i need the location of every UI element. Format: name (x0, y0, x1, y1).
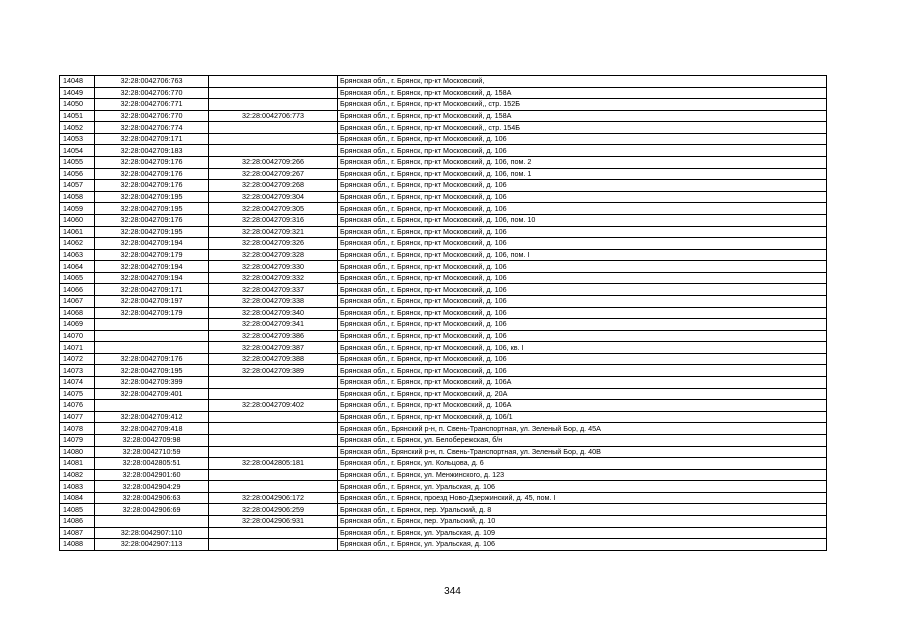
row-number-cell: 14048 (60, 76, 95, 88)
related-cadastral-number-cell: 32:28:0042709:337 (209, 284, 338, 296)
row-number-cell: 14071 (60, 342, 95, 354)
cadastral-number-cell: 32:28:0042710:59 (95, 446, 209, 458)
address-cell: Брянская обл., г. Брянск, пр-кт Московский, д. 106 (338, 145, 827, 157)
related-cadastral-number-cell: 32:28:0042709:266 (209, 157, 338, 169)
address-cell: Брянская обл., г. Брянск, пр-кт Московский, д. 106 (338, 261, 827, 273)
cadastral-number-cell: 32:28:0042709:194 (95, 238, 209, 250)
cadastral-number-cell: 32:28:0042709:195 (95, 203, 209, 215)
related-cadastral-number-cell (209, 434, 338, 446)
row-number-cell: 14074 (60, 377, 95, 389)
cadastral-number-cell: 32:28:0042709:401 (95, 388, 209, 400)
table-row (60, 400, 827, 412)
row-number-cell: 14063 (60, 249, 95, 261)
address-cell: Брянская обл., г. Брянск, пер. Уральский, д. 10 (338, 515, 827, 527)
address-cell: Брянская обл., г. Брянск, пр-кт Московский, д. 106, пом. I (338, 249, 827, 261)
address-cell: Брянская обл., г. Брянск, пр-кт Московский, д. 106, пом. 10 (338, 214, 827, 226)
cadastral-number-cell: 32:28:0042907:113 (95, 539, 209, 551)
table-row (60, 261, 827, 273)
address-cell: Брянская обл., г. Брянск, пр-кт Московский, д. 106 (338, 180, 827, 192)
related-cadastral-number-cell: 32:28:0042709:267 (209, 168, 338, 180)
address-cell: Брянская обл., г. Брянск, ул. Кольцова, д. 6 (338, 458, 827, 470)
row-number-cell: 14073 (60, 365, 95, 377)
related-cadastral-number-cell: 32:28:0042906:259 (209, 504, 338, 516)
row-number-cell: 14070 (60, 330, 95, 342)
cadastral-number-cell: 32:28:0042709:179 (95, 307, 209, 319)
cadastral-number-cell: 32:28:0042906:69 (95, 504, 209, 516)
address-cell: Брянская обл., г. Брянск, пр-кт Московский, д. 106 (338, 238, 827, 250)
row-number-cell: 14084 (60, 492, 95, 504)
cadastral-number-cell: 32:28:0042709:418 (95, 423, 209, 435)
related-cadastral-number-cell (209, 145, 338, 157)
cadastral-number-cell: 32:28:0042706:774 (95, 122, 209, 134)
address-cell: Брянская обл., г. Брянск, пр-кт Московский, д. 20А (338, 388, 827, 400)
table-row (60, 295, 827, 307)
row-number-cell: 14082 (60, 469, 95, 481)
address-cell: Брянская обл., г. Брянск, пр-кт Московский, д. 106, пом. 1 (338, 168, 827, 180)
table-row (60, 527, 827, 539)
table-row (60, 157, 827, 169)
cadastral-number-cell: 32:28:0042706:771 (95, 99, 209, 111)
address-cell: Брянская обл., г. Брянск, пр-кт Московский, д. 106 (338, 330, 827, 342)
related-cadastral-number-cell: 32:28:0042709:389 (209, 365, 338, 377)
cadastral-number-cell: 32:28:0042901:60 (95, 469, 209, 481)
cadastral-number-cell: 32:28:0042709:195 (95, 365, 209, 377)
address-cell: Брянская обл., г. Брянск, пр-кт Московский, д. 106 (338, 226, 827, 238)
cadastral-number-cell: 32:28:0042709:171 (95, 133, 209, 145)
address-cell: Брянская обл., г. Брянск, пр-кт Московский, д. 106 (338, 365, 827, 377)
table-row (60, 434, 827, 446)
cadastral-number-cell: 32:28:0042709:412 (95, 411, 209, 423)
related-cadastral-number-cell: 32:28:0042709:388 (209, 353, 338, 365)
row-number-cell: 14051 (60, 110, 95, 122)
address-cell: Брянская обл., г. Брянск, ул. Белобережская, б/н (338, 434, 827, 446)
cadastral-number-cell: 32:28:0042706:763 (95, 76, 209, 88)
table-row (60, 238, 827, 250)
table-row (60, 539, 827, 551)
table-row (60, 492, 827, 504)
row-number-cell: 14059 (60, 203, 95, 215)
related-cadastral-number-cell: 32:28:0042709:332 (209, 272, 338, 284)
related-cadastral-number-cell (209, 388, 338, 400)
row-number-cell: 14068 (60, 307, 95, 319)
address-cell: Брянская обл., г. Брянск, пр-кт Московский,, стр. 154Б (338, 122, 827, 134)
address-cell: Брянская обл., г. Брянск, пр-кт Московский, д. 106 (338, 295, 827, 307)
table-row (60, 458, 827, 470)
table-row (60, 99, 827, 111)
related-cadastral-number-cell (209, 122, 338, 134)
table-row (60, 272, 827, 284)
row-number-cell: 14083 (60, 481, 95, 493)
row-number-cell: 14054 (60, 145, 95, 157)
cadastral-number-cell: 32:28:0042709:179 (95, 249, 209, 261)
table-row (60, 377, 827, 389)
address-cell: Брянская обл., г. Брянск, ул. Уральская, д. 109 (338, 527, 827, 539)
row-number-cell: 14069 (60, 319, 95, 331)
related-cadastral-number-cell: 32:28:0042906:931 (209, 515, 338, 527)
related-cadastral-number-cell (209, 423, 338, 435)
related-cadastral-number-cell (209, 87, 338, 99)
row-number-cell: 14057 (60, 180, 95, 192)
address-cell: Брянская обл., г. Брянск, пр-кт Московский, д. 106 (338, 191, 827, 203)
cadastral-number-cell: 32:28:0042709:197 (95, 295, 209, 307)
row-number-cell: 14058 (60, 191, 95, 203)
table-row (60, 411, 827, 423)
table-row (60, 133, 827, 145)
cadastral-number-cell: 32:28:0042907:110 (95, 527, 209, 539)
related-cadastral-number-cell (209, 539, 338, 551)
table-row (60, 191, 827, 203)
row-number-cell: 14078 (60, 423, 95, 435)
address-cell: Брянская обл., г. Брянск, пр-кт Московский, д. 106, пом. 2 (338, 157, 827, 169)
address-cell: Брянская обл., г. Брянск, пр-кт Московский, д. 106 (338, 307, 827, 319)
table-row (60, 249, 827, 261)
table-row (60, 76, 827, 88)
table-row (60, 110, 827, 122)
table-row (60, 168, 827, 180)
cadastral-number-cell: 32:28:0042706:770 (95, 87, 209, 99)
page-number: 344 (444, 586, 461, 597)
cadastral-number-cell: 32:28:0042709:176 (95, 157, 209, 169)
table-row (60, 469, 827, 481)
table-row (60, 481, 827, 493)
address-cell: Брянская обл., Брянский р-н, п. Свень-Транспортная, ул. Зеленый Бор, д. 40В (338, 446, 827, 458)
related-cadastral-number-cell: 32:28:0042709:328 (209, 249, 338, 261)
related-cadastral-number-cell: 32:28:0042709:330 (209, 261, 338, 273)
table-row (60, 307, 827, 319)
address-cell: Брянская обл., г. Брянск, пр-кт Московский, д. 158А (338, 110, 827, 122)
related-cadastral-number-cell: 32:28:0042709:387 (209, 342, 338, 354)
cadastral-number-cell: 32:28:0042709:171 (95, 284, 209, 296)
cadastral-number-cell (95, 319, 209, 331)
cadastral-number-cell: 32:28:0042906:63 (95, 492, 209, 504)
row-number-cell: 14085 (60, 504, 95, 516)
address-cell: Брянская обл., г. Брянск, пр-кт Московский, д. 106/1 (338, 411, 827, 423)
table-row (60, 319, 827, 331)
data-table (59, 75, 827, 551)
cadastral-number-cell (95, 342, 209, 354)
address-cell: Брянская обл., г. Брянск, пр-кт Московский, д. 106А (338, 377, 827, 389)
address-cell: Брянская обл., г. Брянск, пр-кт Московский, д. 106 (338, 284, 827, 296)
table-row (60, 515, 827, 527)
row-number-cell: 14077 (60, 411, 95, 423)
table-row (60, 180, 827, 192)
address-cell: Брянская обл., г. Брянск, пер. Уральский, д. 8 (338, 504, 827, 516)
row-number-cell: 14060 (60, 214, 95, 226)
cadastral-number-cell (95, 400, 209, 412)
table-row (60, 284, 827, 296)
row-number-cell: 14075 (60, 388, 95, 400)
related-cadastral-number-cell (209, 133, 338, 145)
related-cadastral-number-cell (209, 377, 338, 389)
related-cadastral-number-cell: 32:28:0042709:326 (209, 238, 338, 250)
table-row (60, 365, 827, 377)
related-cadastral-number-cell: 32:28:0042709:338 (209, 295, 338, 307)
related-cadastral-number-cell: 32:28:0042805:181 (209, 458, 338, 470)
related-cadastral-number-cell: 32:28:0042706:773 (209, 110, 338, 122)
table-body (60, 76, 827, 551)
related-cadastral-number-cell (209, 99, 338, 111)
cadastral-number-cell: 32:28:0042709:194 (95, 272, 209, 284)
table-row (60, 214, 827, 226)
address-cell: Брянская обл., г. Брянск, пр-кт Московский, д. 106 (338, 353, 827, 365)
cadastral-number-cell: 32:28:0042709:183 (95, 145, 209, 157)
table-row (60, 446, 827, 458)
related-cadastral-number-cell: 32:28:0042709:386 (209, 330, 338, 342)
related-cadastral-number-cell (209, 76, 338, 88)
address-cell: Брянская обл., г. Брянск, проезд Ново-Дзержинский, д. 45, пом. I (338, 492, 827, 504)
table-row (60, 203, 827, 215)
related-cadastral-number-cell (209, 469, 338, 481)
address-cell: Брянская обл., г. Брянск, пр-кт Московский, (338, 76, 827, 88)
table-row (60, 423, 827, 435)
cadastral-number-cell: 32:28:0042709:98 (95, 434, 209, 446)
address-cell: Брянская обл., г. Брянск, пр-кт Московский, д. 106 (338, 319, 827, 331)
address-cell: Брянская обл., г. Брянск, пр-кт Московский,, стр. 152Б (338, 99, 827, 111)
cadastral-number-cell (95, 515, 209, 527)
row-number-cell: 14066 (60, 284, 95, 296)
row-number-cell: 14061 (60, 226, 95, 238)
row-number-cell: 14086 (60, 515, 95, 527)
row-number-cell: 14065 (60, 272, 95, 284)
row-number-cell: 14079 (60, 434, 95, 446)
address-cell: Брянская обл., г. Брянск, ул. Менжинского, д. 123 (338, 469, 827, 481)
row-number-cell: 14076 (60, 400, 95, 412)
address-cell: Брянская обл., г. Брянск, пр-кт Московский, д. 106А (338, 400, 827, 412)
table-row (60, 342, 827, 354)
related-cadastral-number-cell (209, 527, 338, 539)
row-number-cell: 14067 (60, 295, 95, 307)
row-number-cell: 14055 (60, 157, 95, 169)
address-cell: Брянская обл., Брянский р-н, п. Свень-Транспортная, ул. Зеленый Бор, д. 45А (338, 423, 827, 435)
table-row (60, 87, 827, 99)
table-row (60, 145, 827, 157)
cadastral-number-cell: 32:28:0042709:195 (95, 226, 209, 238)
cadastral-number-cell: 32:28:0042706:770 (95, 110, 209, 122)
cadastral-number-cell: 32:28:0042904:29 (95, 481, 209, 493)
table-row (60, 388, 827, 400)
cadastral-number-cell: 32:28:0042709:176 (95, 353, 209, 365)
row-number-cell: 14088 (60, 539, 95, 551)
related-cadastral-number-cell (209, 446, 338, 458)
row-number-cell: 14062 (60, 238, 95, 250)
table-row (60, 122, 827, 134)
table-row (60, 353, 827, 365)
row-number-cell: 14081 (60, 458, 95, 470)
row-number-cell: 14053 (60, 133, 95, 145)
row-number-cell: 14064 (60, 261, 95, 273)
address-cell: Брянская обл., г. Брянск, ул. Уральская, д. 106 (338, 539, 827, 551)
related-cadastral-number-cell: 32:28:0042709:340 (209, 307, 338, 319)
cadastral-number-cell: 32:28:0042709:176 (95, 180, 209, 192)
address-cell: Брянская обл., г. Брянск, пр-кт Московский, д. 106, кв. I (338, 342, 827, 354)
related-cadastral-number-cell: 32:28:0042709:321 (209, 226, 338, 238)
related-cadastral-number-cell (209, 411, 338, 423)
related-cadastral-number-cell: 32:28:0042709:268 (209, 180, 338, 192)
row-number-cell: 14056 (60, 168, 95, 180)
row-number-cell: 14072 (60, 353, 95, 365)
related-cadastral-number-cell: 32:28:0042709:341 (209, 319, 338, 331)
table-row (60, 330, 827, 342)
related-cadastral-number-cell: 32:28:0042709:305 (209, 203, 338, 215)
address-cell: Брянская обл., г. Брянск, пр-кт Московский, д. 106 (338, 203, 827, 215)
row-number-cell: 14052 (60, 122, 95, 134)
address-cell: Брянская обл., г. Брянск, ул. Уральская, д. 106 (338, 481, 827, 493)
cadastral-number-cell: 32:28:0042709:176 (95, 214, 209, 226)
row-number-cell: 14080 (60, 446, 95, 458)
table-row (60, 226, 827, 238)
row-number-cell: 14050 (60, 99, 95, 111)
related-cadastral-number-cell (209, 481, 338, 493)
cadastral-number-cell: 32:28:0042709:176 (95, 168, 209, 180)
row-number-cell: 14087 (60, 527, 95, 539)
related-cadastral-number-cell: 32:28:0042709:402 (209, 400, 338, 412)
related-cadastral-number-cell: 32:28:0042709:304 (209, 191, 338, 203)
address-cell: Брянская обл., г. Брянск, пр-кт Московский, д. 106 (338, 272, 827, 284)
row-number-cell: 14049 (60, 87, 95, 99)
cadastral-number-cell: 32:28:0042709:399 (95, 377, 209, 389)
table-row (60, 504, 827, 516)
related-cadastral-number-cell: 32:28:0042709:316 (209, 214, 338, 226)
cadastral-number-cell: 32:28:0042805:51 (95, 458, 209, 470)
cadastral-number-cell: 32:28:0042709:194 (95, 261, 209, 273)
address-cell: Брянская обл., г. Брянск, пр-кт Московский, д. 158А (338, 87, 827, 99)
related-cadastral-number-cell: 32:28:0042906:172 (209, 492, 338, 504)
cadastral-number-cell (95, 330, 209, 342)
cadastral-number-cell: 32:28:0042709:195 (95, 191, 209, 203)
address-cell: Брянская обл., г. Брянск, пр-кт Московский, д. 106 (338, 133, 827, 145)
